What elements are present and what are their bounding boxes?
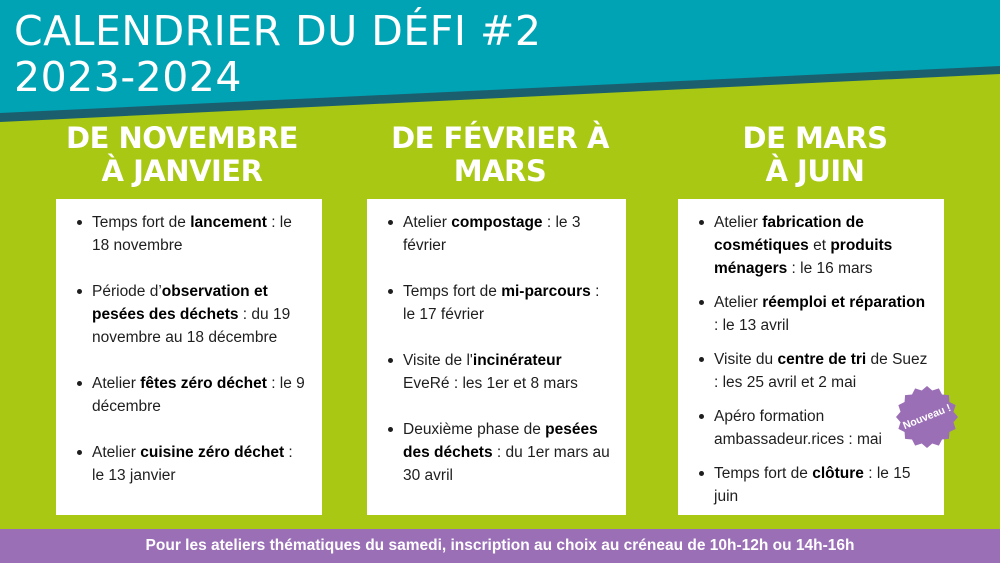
list-item: Atelier fabrication de cosmétiques et produits ménagers : le 16 mars [698,211,930,280]
title-line-2: 2023-2024 [14,53,242,101]
event-list [387,211,612,487]
new-badge-label: Nouveau ! [901,401,953,433]
list-item: Atelier réemploi et réparation : le 13 avril [698,291,930,337]
list-item: Atelier fêtes zéro déchet : le 9 décembre [76,372,308,418]
list-item: Visite de l'incinérateur EveRé : les 1er et 8 mars [387,349,612,395]
list-item: Atelier cuisine zéro déchet : le 13 janvier [76,441,308,487]
list-item: Temps fort de mi-parcours : le 17 février [387,280,612,326]
card-mar-jun [678,199,944,515]
list-item: Atelier compostage : le 3 février [387,211,612,257]
list-item: Deuxième phase de pesées des déchets : du 1er mars au 30 avril [387,418,612,487]
page-title [14,8,541,100]
footer-banner: Pour les ateliers thématiques du samedi, inscription au choix au créneau de 10h-12h ou 14h-16h [0,529,1000,563]
card-nov-jan [56,199,322,515]
list-item: Temps fort de clôture : le 15 juin [698,462,930,508]
column-heading-mar-jun: DE MARS À JUIN [742,121,888,188]
list-item: Période d’observation et pesées des déchets : du 19 novembre au 18 décembre [76,280,308,349]
column-heading-feb-mar: DE FÉVRIER À MARS [391,121,609,188]
column-heading-nov-jan: DE NOVEMBRE À JANVIER [66,121,298,188]
list-item: Apéro formation ambassadeur.rices : mai [698,405,930,451]
event-list [698,211,930,508]
list-item: Temps fort de lancement : le 18 novembre [76,211,308,257]
card-feb-mar [367,199,626,515]
list-item: Visite du centre de tri de Suez : les 25 avril et 2 mai [698,348,930,394]
title-line-1: CALENDRIER DU DÉFI #2 [14,7,542,55]
event-list [76,211,308,487]
